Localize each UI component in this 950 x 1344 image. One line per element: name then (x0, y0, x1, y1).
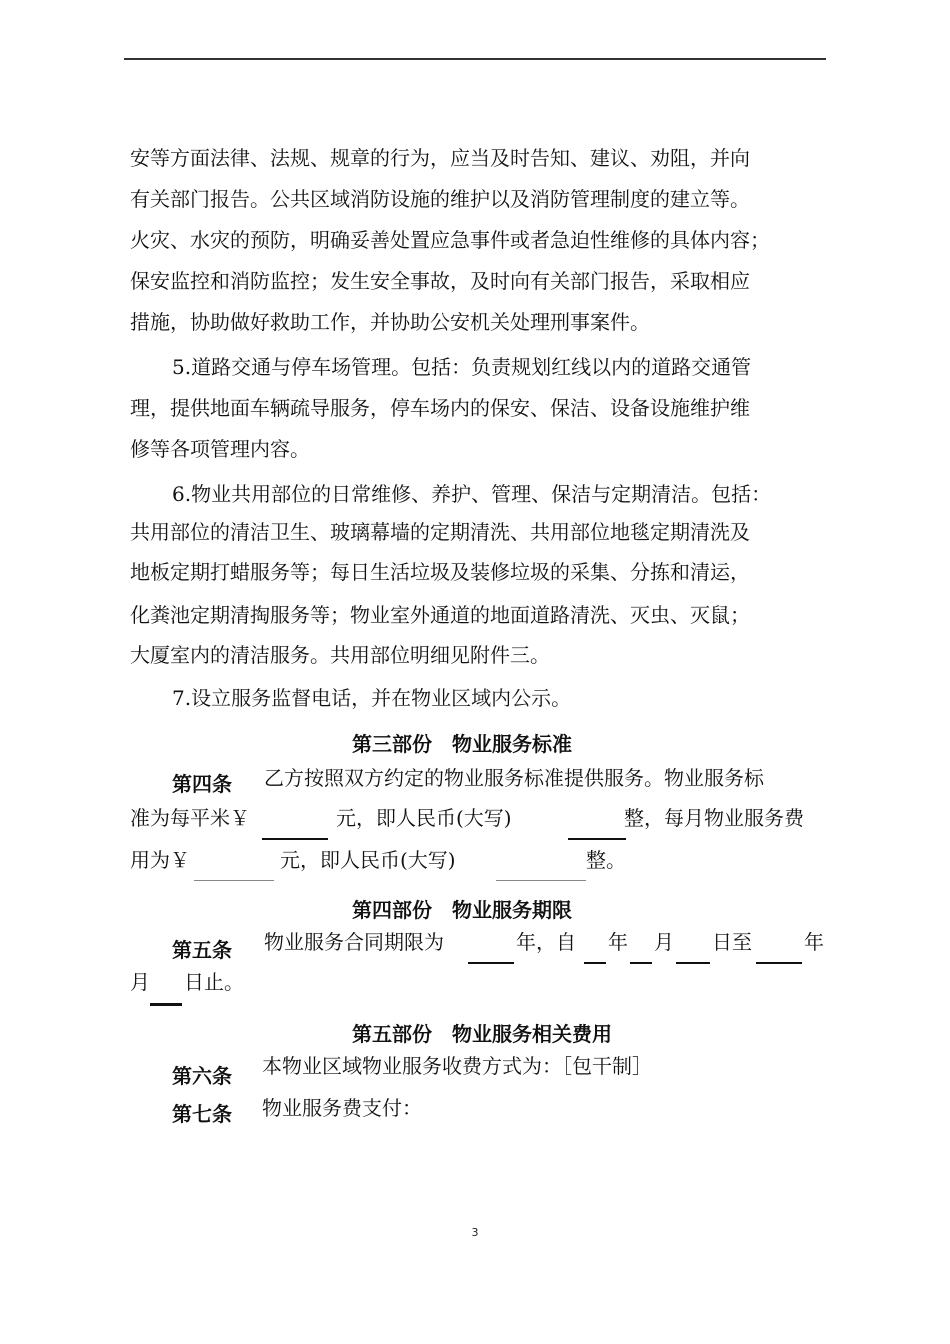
article-text: 物业服务费支付： (262, 1096, 422, 1120)
article-text: 年 (804, 930, 824, 954)
paragraph-line: 措施，协助做好救助工作，并协助公安机关处理刑事案件。 (130, 310, 650, 334)
fill-blank (568, 838, 626, 840)
paragraph-line: 火灾、水灾的预防，明确妥善处置应急事件或者急迫性维修的具体内容； (130, 228, 770, 252)
paragraph-line: 修等各项管理内容。 (130, 437, 310, 461)
paragraph-line: 大厦室内的清洁服务。共用部位明细见附件三。 (130, 643, 550, 667)
article-label: 第五条 (172, 938, 232, 962)
section-heading: 第三部份 物业服务标准 (352, 732, 572, 756)
fill-blank (468, 962, 514, 964)
paragraph-line: 理，提供地面车辆疏导服务，停车场内的保安、保洁、设备设施维护维 (130, 396, 750, 420)
article-text: 年 (608, 930, 628, 954)
fill-blank (630, 962, 652, 964)
article-text: 元，即人民币(大写) (336, 806, 512, 830)
paragraph-line: 地板定期打蜡服务等；每日生活垃圾及装修垃圾的采集、分拣和清运， (130, 560, 750, 584)
article-text: 物业服务合同期限为 (264, 930, 444, 954)
fill-blank (584, 962, 606, 964)
article-text: 乙方按照双方约定的物业服务标准提供服务。物业服务标 (264, 766, 764, 790)
paragraph-line: 保安监控和消防监控；发生安全事故，及时向有关部门报告，采取相应 (130, 269, 750, 293)
fill-blank (262, 838, 328, 840)
fill-blank (194, 880, 274, 881)
paragraph-line: 5.道路交通与停车场管理。包括：负责规划红线以内的道路交通管 (172, 355, 752, 379)
article-text: 月 (654, 930, 674, 954)
article-text: 日至 (712, 930, 752, 954)
fill-blank (150, 1003, 182, 1006)
article-text: 月 (130, 970, 150, 994)
paragraph-line: 有关部门报告。公共区域消防设施的维护以及消防管理制度的建立等。 (130, 187, 750, 211)
article-text: 整。 (586, 848, 626, 872)
article-text: 整，每月物业服务费 (624, 806, 804, 830)
article-text: 用为￥ (130, 848, 190, 872)
fill-blank (496, 880, 586, 881)
article-text: 准为每平米￥ (130, 806, 250, 830)
fill-blank (756, 962, 802, 964)
fill-blank (676, 962, 710, 964)
section-heading: 第五部份 物业服务相关费用 (352, 1022, 612, 1046)
article-label: 第四条 (172, 772, 232, 796)
article-label: 第七条 (172, 1102, 232, 1126)
paragraph-line: 化粪池定期清掏服务等；物业室外通道的地面道路清洗、灭虫、灭鼠； (130, 603, 750, 627)
article-label: 第六条 (172, 1064, 232, 1088)
paragraph-line: 6.物业共用部位的日常维修、养护、管理、保洁与定期清洁。包括： (172, 482, 772, 506)
article-text: 本物业区域物业服务收费方式为：［包干制］ (262, 1054, 652, 1078)
article-text: 年，自 (516, 930, 576, 954)
article-text: 日止。 (184, 970, 244, 994)
paragraph-line: 共用部位的清洁卫生、玻璃幕墙的定期清洗、共用部位地毯定期清洗及 (130, 520, 750, 544)
paragraph-line: 7.设立服务监督电话，并在物业区域内公示。 (172, 686, 572, 710)
paragraph-line: 安等方面法律、法规、规章的行为，应当及时告知、建议、劝阻，并向 (130, 146, 750, 170)
section-heading: 第四部份 物业服务期限 (352, 898, 572, 922)
article-text: 元，即人民币(大写) (280, 848, 456, 872)
header-rule (124, 58, 826, 60)
page-number: 3 (471, 1226, 479, 1239)
